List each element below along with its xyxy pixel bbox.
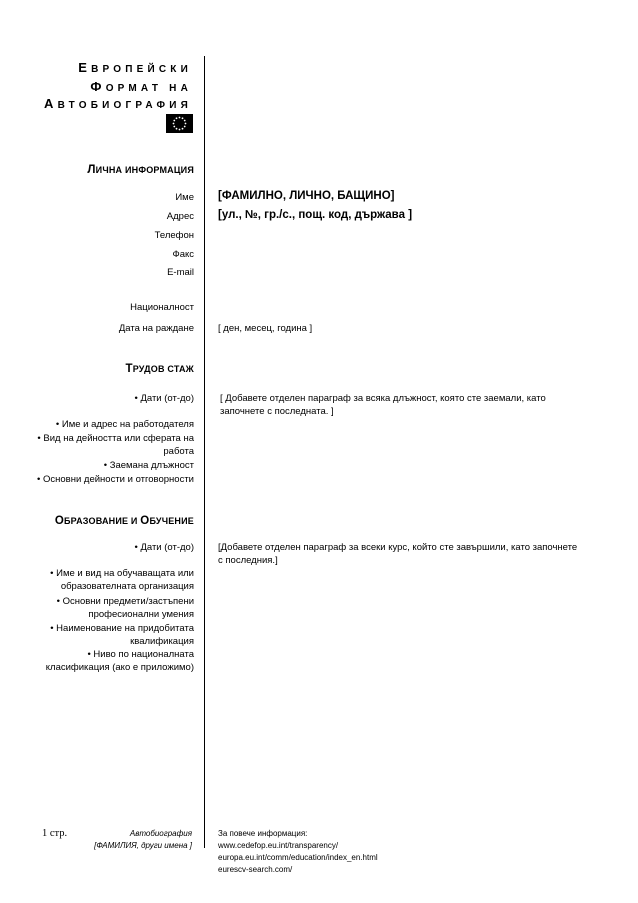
section-heading-education: ОБРАЗОВАНИЕ И ОБУЧЕНИЕ bbox=[54, 515, 194, 527]
label-birthdate: Дата на раждане bbox=[118, 323, 194, 334]
label-education-subjects: • Основни предмети/застъпени професионални умения bbox=[56, 596, 194, 620]
label-duties: • Основни дейности и отговорности bbox=[37, 474, 194, 485]
label-position: • Заемана длъжност bbox=[103, 460, 194, 471]
footer-info-link-europa[interactable]: europa.eu.int/comm/education/index_en.html bbox=[218, 853, 378, 862]
value-work-dates: [ Добавете отделен параграф за всяка длъжност, която сте заемали, като започнете с последната. ] bbox=[220, 393, 546, 417]
footer-page-number: 1 стр. bbox=[42, 828, 68, 839]
label-education-level: • Ниво по националната класификация (ако е приложимо) bbox=[45, 649, 194, 673]
label-name: Име bbox=[175, 192, 194, 203]
label-address: Адрес bbox=[166, 211, 194, 222]
label-fax: Факс bbox=[172, 249, 194, 260]
column-divider bbox=[204, 56, 205, 848]
footer-cv-label bbox=[94, 828, 192, 852]
label-education-qualification: • Наименование на придобитата квалификация bbox=[50, 623, 194, 647]
footer-cv-line-2: [ФАМИЛИЯ, други имена ] bbox=[94, 841, 192, 850]
label-employer: • Име и адрес на работодателя bbox=[55, 419, 194, 430]
label-phone: Телефон bbox=[154, 230, 194, 241]
title-line-1: ЕВРОПЕЙСКИ bbox=[78, 60, 192, 75]
label-email: E-mail bbox=[167, 267, 194, 278]
footer-info-line-1: За повече информация: bbox=[218, 829, 308, 838]
label-education-org: • Име и вид на обучаващата или образователната организация bbox=[50, 568, 194, 592]
value-address: [ул., №, гр./с., пощ. код, държава ] bbox=[218, 209, 413, 221]
footer-info-link-eurescv[interactable]: eurescv-search.com/ bbox=[218, 865, 293, 874]
label-education-dates: • Дати (от-до) bbox=[134, 542, 194, 553]
label-work-dates: • Дати (от-до) bbox=[134, 393, 194, 404]
footer-info bbox=[218, 828, 378, 876]
label-nationality: Националност bbox=[130, 302, 194, 313]
footer-cv-line-1: Автобиография bbox=[129, 829, 192, 838]
footer-info-link-cedefop[interactable]: www.cedefop.eu.int/transparency/ bbox=[218, 841, 339, 850]
title-line-3: АВТОБИОГРАФИЯ bbox=[44, 96, 192, 111]
value-birthdate: [ ден, месец, година ] bbox=[218, 323, 313, 334]
section-heading-personal: ЛИЧНА ИНФОРМАЦИЯ bbox=[87, 164, 194, 176]
value-education-dates: [Добавете отделен параграф за всеки курс, който сте завършили, като започнете с последния.] bbox=[218, 542, 578, 566]
value-name: [ФАМИЛНО, ЛИЧНО, БАЩИНО] bbox=[218, 190, 395, 202]
title-line-2: ФОРМАТ НА bbox=[90, 79, 192, 94]
section-heading-work: ТРУДОВ СТАЖ bbox=[125, 363, 194, 375]
label-sector: • Вид на дейността или сферата на работа bbox=[37, 433, 194, 457]
eu-flag-icon bbox=[166, 114, 193, 133]
